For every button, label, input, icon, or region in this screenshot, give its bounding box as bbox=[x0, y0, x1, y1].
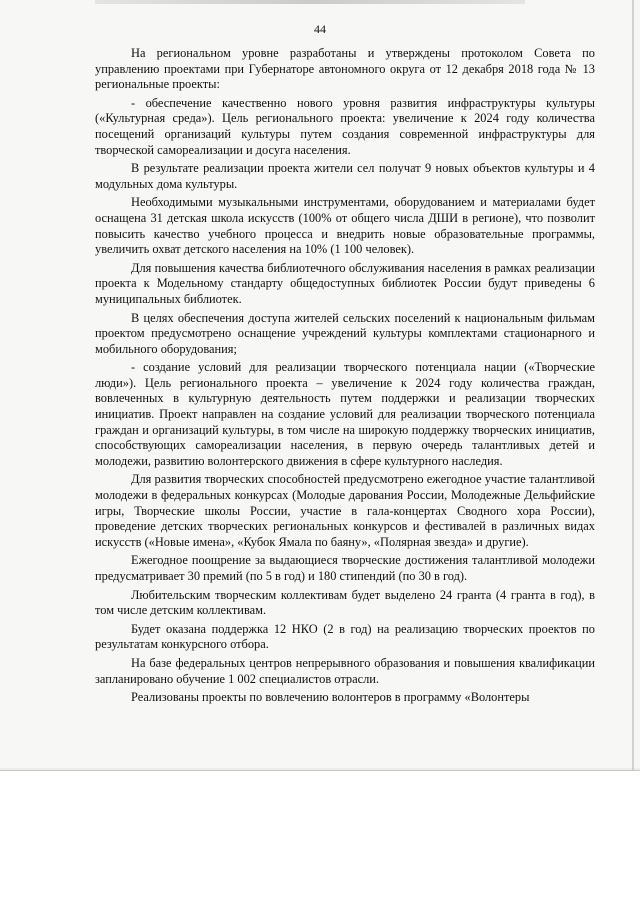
paragraph-village-objects: В результате реализации проекта жители сел получат 9 новых объектов культуры и 4 модульных дома культуры. bbox=[95, 161, 595, 191]
body-text bbox=[95, 46, 595, 709]
paragraph-contests: Для развития творческих способностей предусмотрено ежегодное участие талантливой молодежи в федеральных конкурсах (Молодые дарования России, Молодежные Дельфийские игры, Творческие школы России, участие в гала-концертах Сводного хора России), проведение детских творческих региональных конкурсов и фестивалей в различных видах искусств («Новые имена», «Кубок Ямала по баяну», «Полярная звезда» и другие). bbox=[95, 472, 595, 549]
paragraph-nko: Будет оказана поддержка 12 НКО (2 в год) на реализацию творческих проектов по результатам конкурсного отбора. bbox=[95, 621, 595, 652]
page-number: 44 bbox=[314, 22, 326, 36]
paragraph-libraries: Для повышения качества библиотечного обслуживания населения в рамках реализации проекта к Модельному стандарту общедоступных библиотек России будут приведены 6 муниципальных библиотек. bbox=[95, 260, 595, 306]
paragraph-art-schools: Необходимыми музыкальными инструментами, оборудованием и материалами будет оснащена 31 детская школа искусств (100% от общего числа ДШИ в регионе), что позволит повысить качество учебного процесса и внедрить новые образовательные программы, увеличить охват детского населения на 10% (1 100 человек). bbox=[95, 195, 595, 257]
paragraph-culture-environment: - обеспечение качественно нового уровня развития инфраструктуры культуры («Культурная среда»). Цель регионального проекта: увеличение к 2024 году количества посещений организаций культуры путем создания современной инфраструктуры для творческой самореализации и досуга населения. bbox=[95, 95, 595, 157]
paragraph-films: В целях обеспечения доступа жителей сельских поселений к национальным фильмам проектом предусмотрено оснащение учреждений культуры комплектами стационарного и мобильного оборудования; bbox=[95, 310, 595, 356]
blank-area bbox=[0, 771, 640, 905]
paragraph-creative-people: - создание условий для реализации творческого потенциала нации («Творческие люди»). Цель регионального проекта – увеличение к 2024 году количества граждан, вовлеченных в культурную деятельность путем поддержки и реализации творческих инициатив. Проект направлен на создание условий для реализации творческого потенциала граждан и организаций культуры, в том числе на широкую поддержку творческих инициатив, способствующих самореализации населения, в первую очередь талантливых детей и молодежи, развитию волонтерского движения в сфере культурного наследия. bbox=[95, 360, 595, 468]
paragraph-awards: Ежегодное поощрение за выдающиеся творческие достижения талантливой молодежи предусматривает 30 премий (по 5 в год) и 180 стипендий (по 30 в год). bbox=[95, 553, 595, 583]
scan-artifact-edge bbox=[632, 0, 634, 770]
scan-artifact-top bbox=[95, 0, 525, 4]
paragraph-training: На базе федеральных центров непрерывного образования и повышения квалификации запланировано обучение 1 002 специалистов отрасли. bbox=[95, 655, 595, 686]
paragraph-volunteers: Реализованы проекты по вовлечению волонтеров в программу «Волонтеры bbox=[131, 690, 530, 705]
paragraph-grants: Любительским творческим коллективам будет выделено 24 гранта (4 гранта в год), в том числе детским коллективам. bbox=[95, 587, 595, 618]
paragraph-intro: На региональном уровне разработаны и утверждены протоколом Совета по управлению проектами при Губернаторе автономного округа от 12 декабря 2018 года № 13 региональные проекты: bbox=[95, 46, 595, 92]
